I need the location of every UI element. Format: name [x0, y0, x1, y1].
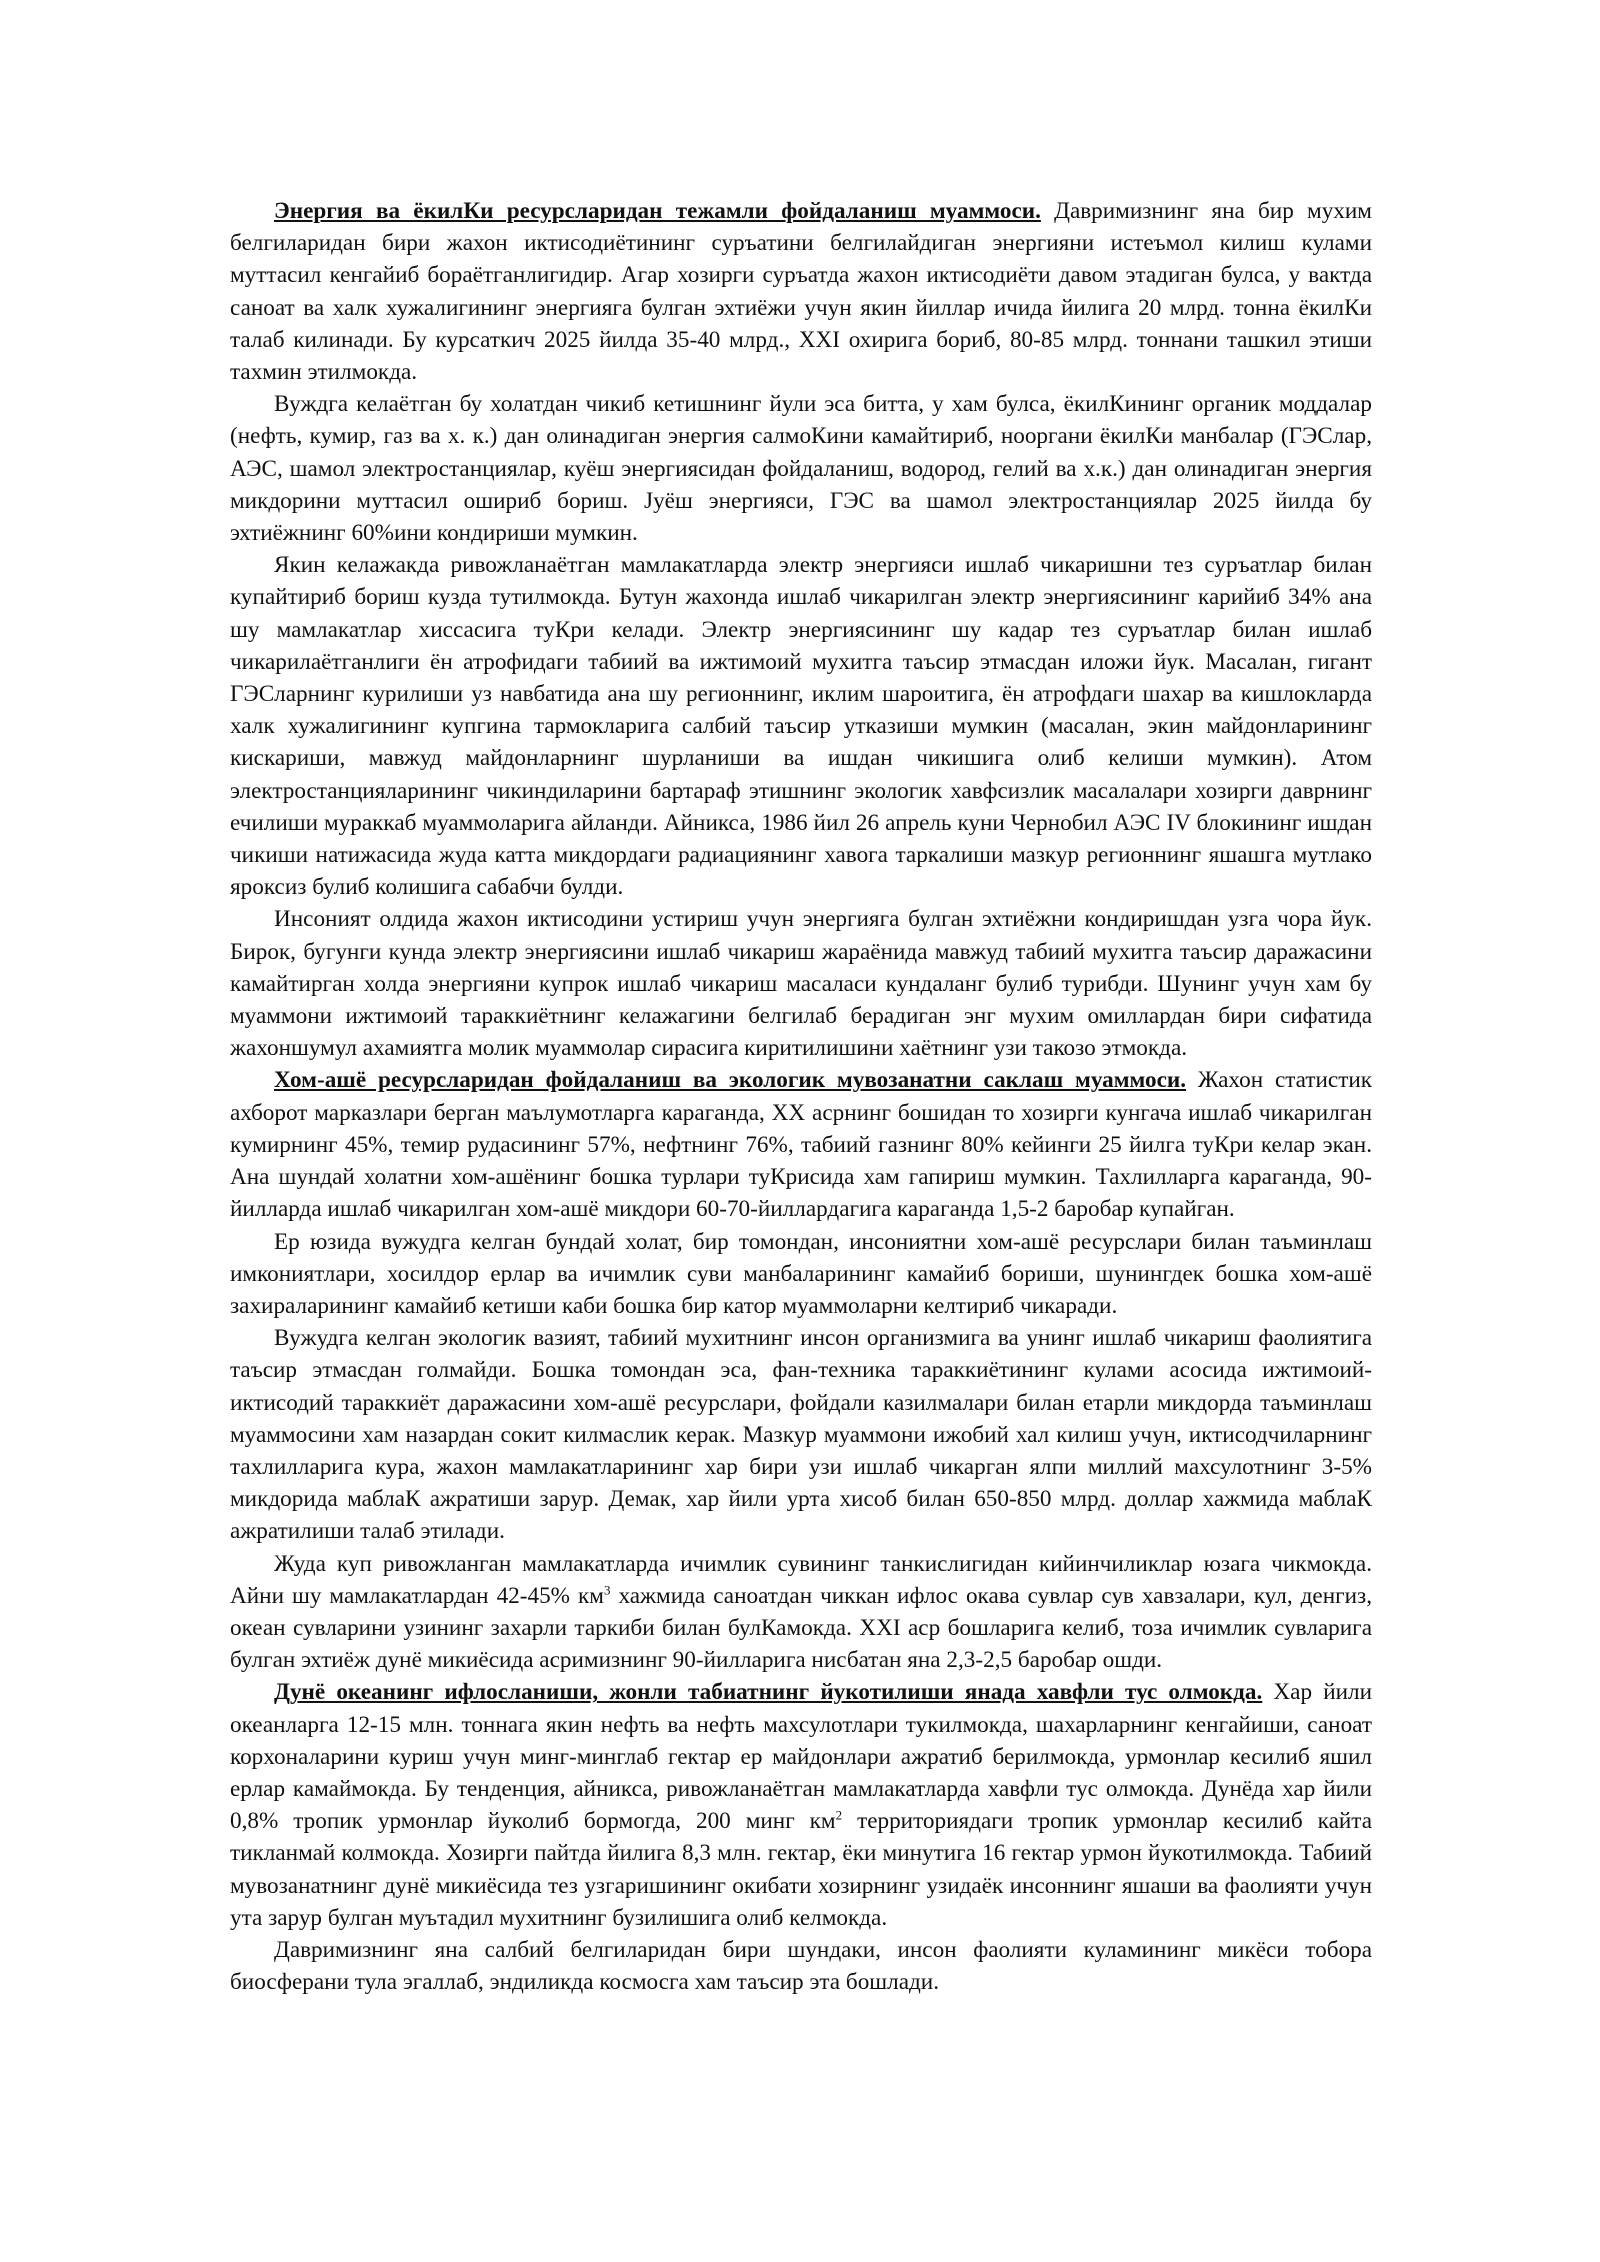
paragraph-text: Давримизнинг яна бир мухим белгиларидан бири жахон иктисодиётининг суръатини белгилайдиган энергияни истеъмол килиш кулами муттасил кенгайиб бораётганлигидир. Агар хозирги суръатда жахон иктисодиёти давом этадиган булса, у вактда саноат ва халк хужалигининг энергияга булган эхтиёжи учун якин йиллар ичида йилига 20 млрд. тонна ёкилКи талаб килинади. Бу курсаткич 2025 йилда 35-40 млрд., XXI охирига бориб, 80-85 млрд. тоннани ташкил этиши тахмин этилмокда. — [230, 198, 1372, 386]
paragraph-text: Жахон статистик ахборот марказлари берган маълумотларга караганда, XX асрнинг бошидан то хозирги кунгача ишлаб чикарилган кумирнинг 45%, темир рудасининг 57%, нефтнинг 76%, табиий газнинг 80% кейинги 25 йилга туКри келар экан. Ана шундай холатни хом-ашёнинг бошка турлари туКрисида хам гапириш мумкин. Тахлилларга караганда, 90-йилларда ишлаб чикарилган хом-ашё микдори 60-70-йиллардагига караганда 1,5-2 баробар купайган. — [230, 1067, 1373, 1223]
section-heading-ocean: Дунё океанинг ифлосланиши, жонли табиатнинг йукотилиши янада хавфли тус олмокда. — [274, 1679, 1263, 1706]
paragraph — [230, 549, 1372, 903]
paragraph — [230, 1934, 1372, 1998]
document-page — [230, 195, 1372, 1998]
paragraph-text: Якин келажакда ривожланаётган мамлакатларда электр энергияси ишлаб чикаришни тез суръатлар билан купайтириб бориш кузда тутилмокда. Бутун жахонда ишлаб чикарилган электр энергиясининг карийиб 34% ана шу мамлакатлар хиссасига туКри келади. Электр энергиясининг шу кадар тез суръатлар билан ишлаб чикарилаётганлиги ён атрофидаги табиий ва ижтимоий мухитга таъсир этмасдан иложи йук. Масалан, гигант ГЭСларнинг курилиши уз навбатида ана шу регионнинг, иклим шароитига, ён атрофдаги шахар ва кишлокларда халк хужалигининг купгина тармокларига салбий таъсир утказиши мумкин (масалан, экин майдонларининг кискариши, мавжуд майдонларнинг шурланиши ва ишдан чикишига олиб келиши мумкин). Атом электростанцияларининг чикиндиларини бартараф этишнинг экологик хавфсизлик масалалари хозирги даврнинг ечилиши мураккаб муаммоларига айланди. Айникса, 1986 йил 26 апрель куни Чернобил АЭС IV блокининг ишдан чикиши натижасида жуда катта микдордаги радиациянинг хавога таркалиши мазкур регионнинг яшашга мутлако яроксиз булиб колишига сабабчи булди. — [230, 552, 1372, 901]
paragraph-text: Ер юзида вужудга келган бундай холат, бир томондан, инсониятни хом-ашё ресурслари билан таъминлаш имкониятлари, хосилдор ерлар ва ичимлик суви манбаларининг камайиб бориши, шунингдек бошка хом-ашё захираларининг камайиб кетиши каби бошка бир катор муаммоларни келтириб чикаради. — [230, 1228, 1372, 1319]
section-heading-raw-materials: Хом-ашё ресурсларидан фойдаланиш ва экологик мувозанатни саклаш муаммоси. — [274, 1067, 1187, 1094]
paragraph — [230, 903, 1372, 1064]
paragraph-text: Жуда куп ривожланган мамлакатларда ичимлик сувининг танкислигидан кийинчиликлар юзага чикмокда. Айни шу мамлакатлардан 42-45% км — [230, 1550, 1372, 1609]
paragraph-text: Давримизнинг яна салбий белгиларидан бири шундаки, инсон фаолияти куламининг микёси тобора биосферани тула эгаллаб, эндиликда космосга хам таъсир эта бошлади. — [230, 1936, 1372, 1996]
paragraph — [230, 388, 1372, 549]
paragraph-text: Инсоният олдида жахон иктисодини устириш учун энергияга булган эхтиёжни кондиришдан узга чора йук. Бирок, бугунги кунда электр энергиясини ишлаб чикариш жараёнида мавжуд табиий мухитга таъсир даражасини камайтирган холда энергияни купрок ишлаб чикариш масаласи кундаланг булиб турибди. Шунинг учун хам бу муаммони ижтимоий тараккиётнинг келажагини белгилаб берадиган энг мухим омиллардан бири сифатида жахоншумул ахамиятга молик муаммолар сирасига киритилишини хаётнинг узи такозо этмокда. — [230, 906, 1372, 1062]
paragraph-text: Вуждга келаётган бу холатдан чикиб кетишнинг йули эса битта, у хам булса, ёкилКининг органик моддалар (нефть, кумир, газ ва х. к.) дан олинадиган энергия салмоКини камайтириб, нооргани ёкилКи манбалар (ГЭСлар, АЭС, шамол электростанциялар, куёш энергиясидан фойдаланиш, водород, гелий ва х.к.) дан олинадиган энергия микдорини муттасил ошириб бориш. Jуёш энергияси, ГЭС ва шамол электростанциялар 2025 йилда бу эхтиёжнинг 60%ини кондириши мумкин. — [230, 391, 1372, 547]
paragraph-ocean — [230, 1676, 1372, 1934]
paragraph-text: Хар йили океанларга 12-15 млн. тоннага якин нефть ва нефть махсулотлари тукилмокда, шахарларнинг кенгайиши, саноат корхоналарини куриш учун минг-минглаб гектар ер майдонлари ажратиб берилмокда, урмонлар кесилиб яшил ерлар камаймокда. Бу тенденция, айникса, ривожланаётган мамлакатларда хавфли тус олмокда. Дунёда хар йили 0,8% тропик урмонлар йуколиб бормогда, 200 минг км — [230, 1679, 1372, 1835]
paragraph-text: Вужудга келган экологик вазият, табиий мухитнинг инсон организмига ва унинг ишлаб чикариш фаолиятига таъсир этмасдан голмайди. Бошка томондан эса, фан-техника тараккиётининг кулами асосида ижтимоий-иктисодий тараккиёт даражасини хом-ашё ресурслари, фойдали казилмалари билан етарли микдорда таъминлаш муаммосини хам назардан сокит килмаслик керак. Мазкур муаммони ижобий хал килиш учун, иктисодчиларнинг тахлилларига кура, жахон мамлакатларининг хар бири узи ишлаб чикарган ялпи миллий махсулотнинг 3-5% микдорида маблаК ажратиши зарур. Демак, хар йили урта хисоб билан 650-850 млрд. доллар хажмида маблаК ажратилиши талаб этилади. — [230, 1325, 1372, 1545]
paragraph-text: территориядаги тропик урмонлар кесилиб кайта тикланмай колмокда. Хозирги пайтда йилига 8,3 млн. гектар, ёки минутига 16 гектар урмон йукотилмокда. Табиий мувозанатнинг дунё микиёсида тез узгаришининг окибати хозирнинг узидаёк инсоннинг яшаши ва фаолияти учун ута зарур булган муътадил мухитнинг бузилишига олиб келмокда. — [230, 1808, 1372, 1931]
paragraph — [230, 1548, 1372, 1677]
paragraph — [230, 1226, 1372, 1323]
section-heading-energy: Энергия ва ёкилКи ресурсларидан тежамли фойдаланиш муаммоси. — [274, 198, 1041, 224]
paragraph-energy — [230, 195, 1372, 388]
paragraph-raw-materials — [230, 1064, 1372, 1225]
superscript: 3 — [603, 1582, 611, 1597]
paragraph — [230, 1322, 1372, 1547]
paragraph-text: хажмида саноатдан чиккан ифлос окава сувлар сув хавзалари, кул, денгиз, океан сувларини узининг захарли таркиби билан булКамокда. XXI аср бошларига келиб, тоза ичимлик сувларига булган эхтиёж дунё микиёсида асримизнинг 90-йилларига нисбатан яна 2,3-2,5 баробар ошди. — [230, 1582, 1372, 1674]
superscript: 2 — [835, 1807, 843, 1823]
